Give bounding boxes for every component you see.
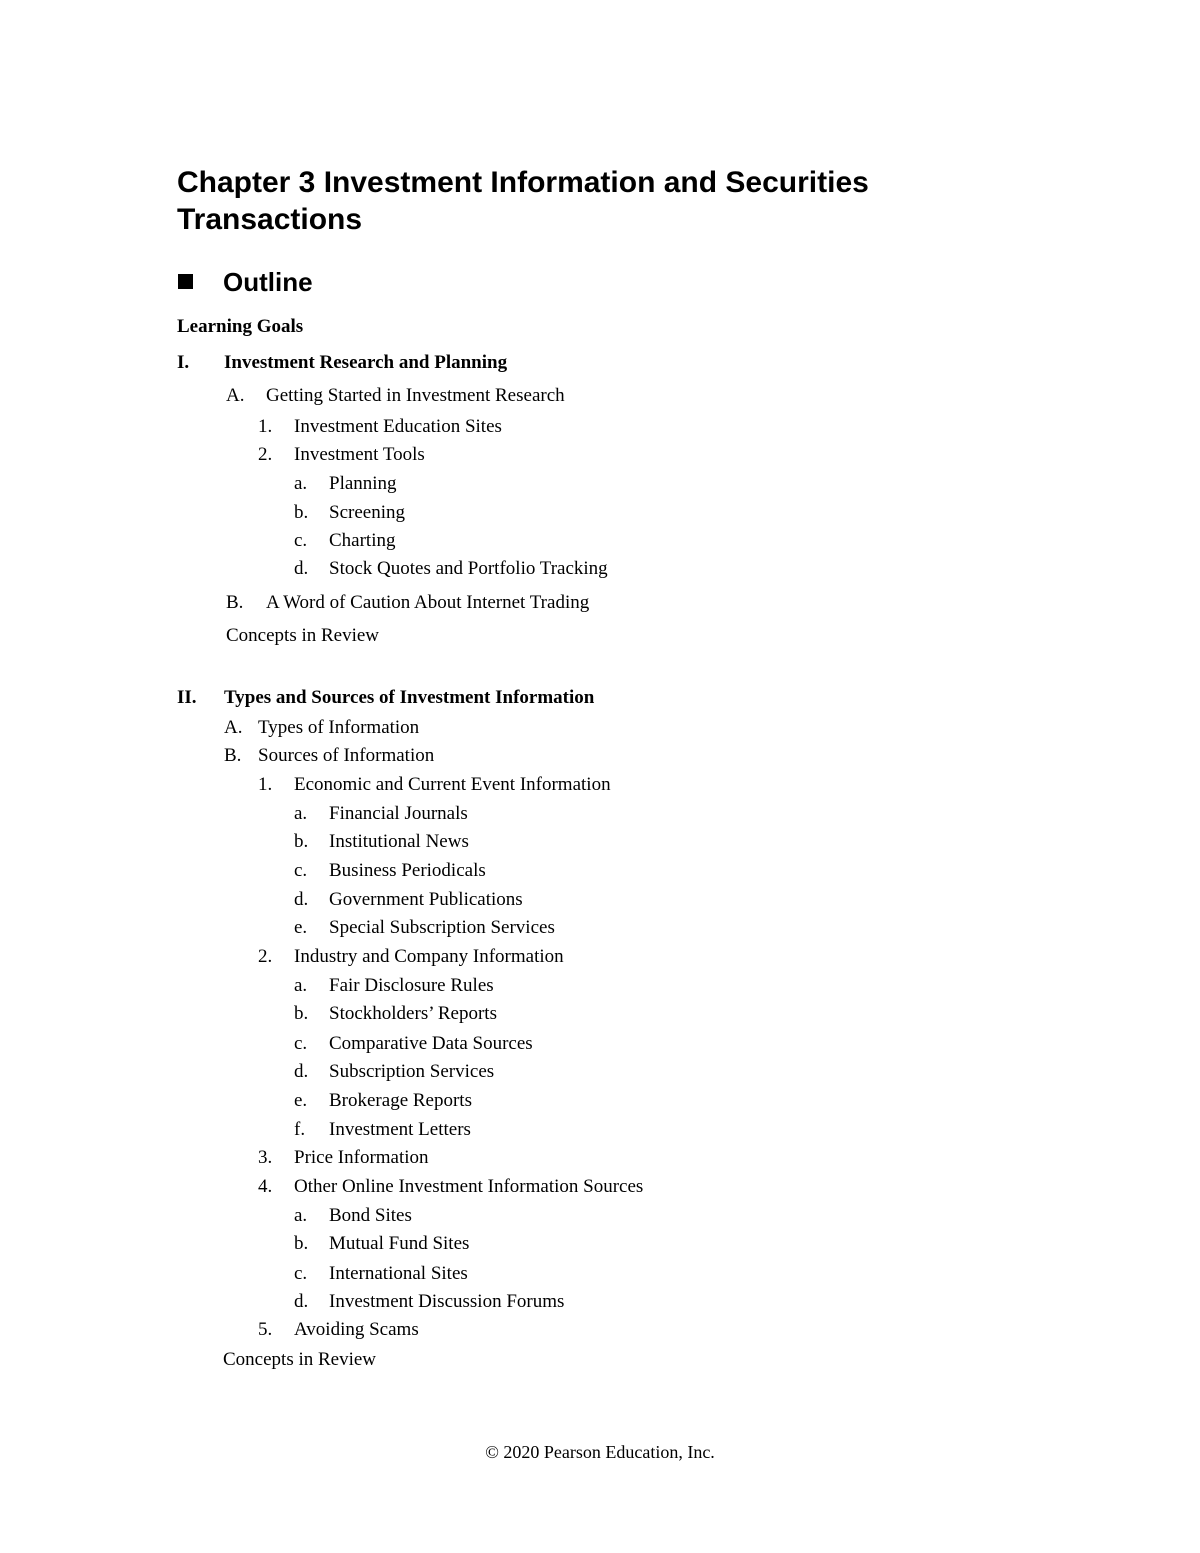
outline-item-text: Business Periodicals (329, 860, 486, 881)
outline-item-text: Stock Quotes and Portfolio Tracking (329, 558, 608, 579)
outline-item-label: A. (226, 385, 245, 406)
outline-heading (178, 266, 313, 298)
outline-item (294, 472, 397, 496)
outline-item-text: Price Information (294, 1147, 429, 1168)
outline-item-text: Stockholders’ Reports (329, 1003, 497, 1024)
outline-item (294, 557, 608, 581)
outline-item-text: International Sites (329, 1263, 468, 1284)
chapter-title-line-1: Chapter 3 Investment Information and Securities (177, 166, 869, 199)
outline-item-text: Subscription Services (329, 1061, 495, 1082)
outline-item-label: c. (294, 530, 308, 551)
section-1-heading (177, 351, 507, 375)
outline-item-label: A. (224, 717, 243, 738)
outline-item (226, 591, 589, 615)
outline-item-text: Planning (329, 473, 397, 494)
outline-item-text: Institutional News (329, 831, 469, 852)
outline-item-text: Investment Tools (294, 444, 425, 465)
chapter-title (177, 164, 1077, 238)
square-bullet-icon (178, 274, 193, 289)
outline-item-label: b. (294, 502, 309, 523)
outline-item (224, 744, 434, 768)
concepts-in-review: Concepts in Review (223, 1349, 377, 1370)
outline-item-text: Financial Journals (329, 803, 468, 824)
outline-item-text: Bond Sites (329, 1205, 412, 1226)
outline-item-label: b. (294, 1233, 309, 1254)
outline-item-label: c. (294, 1263, 308, 1284)
outline-item-text: Screening (329, 502, 405, 523)
outline-item (294, 1060, 494, 1084)
copyright-footer: © 2020 Pearson Education, Inc. (485, 1442, 715, 1462)
section-2-title: Types and Sources of Investment Information (224, 687, 595, 708)
outline-item-text: Investment Letters (329, 1119, 471, 1140)
outline-item-text: Getting Started in Investment Research (266, 385, 565, 406)
learning-goals-heading: Learning Goals (177, 316, 304, 337)
outline-item (258, 1318, 419, 1342)
outline-item (258, 443, 425, 467)
outline-item (258, 1175, 643, 1199)
outline-item-text: Investment Discussion Forums (329, 1291, 565, 1312)
outline-item (294, 1089, 472, 1113)
outline-item (294, 916, 555, 940)
outline-item (294, 859, 486, 883)
outline-item-label: e. (294, 917, 308, 938)
outline-item (258, 415, 502, 439)
outline-item-text: Investment Education Sites (294, 416, 502, 437)
outline-item-label: c. (294, 1033, 308, 1054)
outline-item-label: d. (294, 558, 309, 579)
outline-item-text: Fair Disclosure Rules (329, 975, 494, 996)
outline-item-label: e. (294, 1090, 308, 1111)
outline-item-label: 1. (258, 416, 273, 437)
section-2-heading (177, 686, 594, 710)
outline-item-label: c. (294, 860, 308, 881)
outline-item (224, 716, 419, 740)
outline-item-text: Sources of Information (258, 745, 435, 766)
outline-item-label: 1. (258, 774, 273, 795)
outline-item (294, 1118, 471, 1142)
outline-item-label: d. (294, 889, 309, 910)
concepts-in-review: Concepts in Review (226, 625, 380, 646)
section-2-numeral: II. (177, 687, 197, 708)
outline-item (294, 1262, 468, 1286)
outline-item-text: Economic and Current Event Information (294, 774, 611, 795)
outline-item-text: Avoiding Scams (294, 1319, 419, 1340)
outline-item-label: b. (294, 831, 309, 852)
outline-item (294, 830, 469, 854)
outline-item-text: Charting (329, 530, 396, 551)
outline-heading-text: Outline (223, 267, 313, 297)
outline-item (294, 529, 396, 553)
outline-item-text: Industry and Company Information (294, 946, 564, 967)
outline-item-label: 3. (258, 1147, 273, 1168)
outline-item-text: Mutual Fund Sites (329, 1233, 470, 1254)
outline-item (294, 888, 523, 912)
outline-item (294, 1204, 412, 1228)
outline-item-label: a. (294, 473, 308, 494)
section-1-title: Investment Research and Planning (224, 352, 508, 373)
outline-item-text: Special Subscription Services (329, 917, 555, 938)
outline-item-text: Brokerage Reports (329, 1090, 472, 1111)
outline-item-label: 2. (258, 444, 273, 465)
outline-item-label: f. (294, 1119, 306, 1140)
outline-item (294, 501, 405, 525)
outline-item-label: B. (224, 745, 242, 766)
section-1-numeral: I. (177, 352, 190, 373)
chapter-title-line-2: Transactions (177, 203, 363, 236)
outline-item-label: 2. (258, 946, 273, 967)
outline-item-label: a. (294, 975, 308, 996)
outline-item (294, 802, 468, 826)
outline-item (294, 1002, 497, 1026)
outline-item (258, 945, 564, 969)
outline-item-text: Types of Information (258, 717, 420, 738)
outline-item (226, 384, 565, 408)
outline-item (294, 1232, 469, 1256)
outline-item (294, 1290, 564, 1314)
outline-item-text: Other Online Investment Information Sources (294, 1176, 644, 1197)
outline-item-text: A Word of Caution About Internet Trading (266, 592, 590, 613)
outline-item (294, 1032, 533, 1056)
outline-item (258, 773, 611, 797)
outline-item-label: a. (294, 803, 308, 824)
outline-item-text: Government Publications (329, 889, 523, 910)
outline-item-label: b. (294, 1003, 309, 1024)
outline-item-label: 4. (258, 1176, 273, 1197)
outline-item-label: d. (294, 1291, 309, 1312)
outline-item-label: 5. (258, 1319, 273, 1340)
outline-item-label: a. (294, 1205, 308, 1226)
outline-item-label: d. (294, 1061, 309, 1082)
outline-item-label: B. (226, 592, 244, 613)
outline-item-text: Comparative Data Sources (329, 1033, 533, 1054)
outline-item (294, 974, 494, 998)
outline-item (258, 1146, 429, 1170)
